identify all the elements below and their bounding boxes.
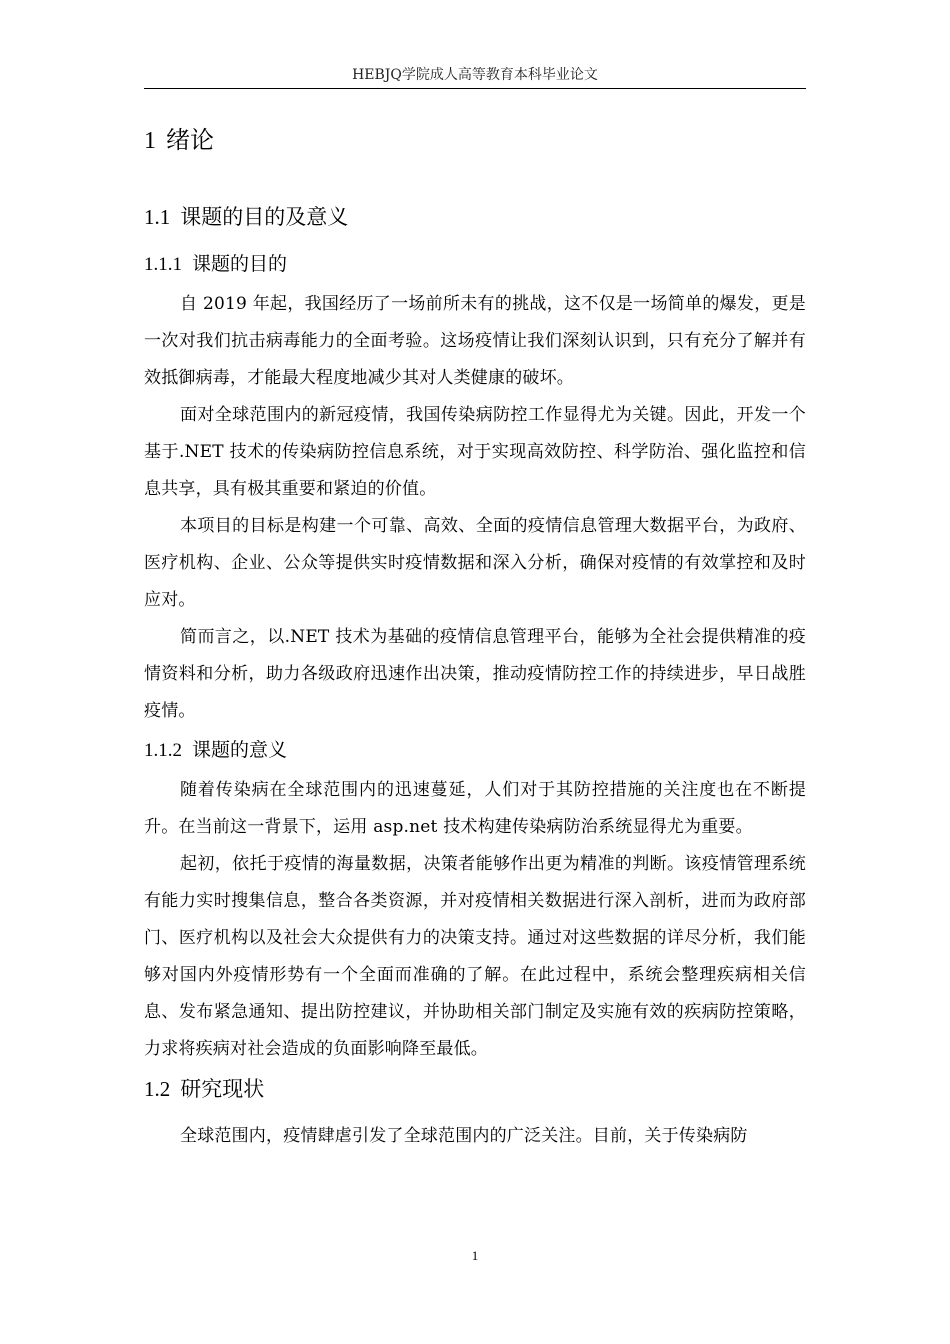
section-heading-1-1 — [144, 198, 806, 236]
paragraph: 全球范围内，疫情肆虐引发了全球范围内的广泛关注。目前，关于传染病防 — [180, 1126, 748, 1146]
paragraph: 本项目的目标是构建一个可靠、高效、全面的疫情信息管理大数据平台，为政府、医疗机构、企业、公众等提供实时疫情数据和深入分析，确保对疫情的有效掌控和及时应对。 — [144, 516, 806, 610]
section-number: 1.1 — [144, 205, 171, 229]
subsection-heading-1-1-2 — [144, 732, 806, 768]
running-header: HEBJQ学院成人高等教育本科毕业论文 — [352, 67, 598, 83]
subsection-number: 1.1.1 — [144, 254, 182, 275]
page-number: 1 — [471, 1248, 479, 1263]
section-title: 课题的目的及意义 — [180, 205, 349, 229]
paragraph: 面对全球范围内的新冠疫情，我国传染病防控工作显得尤为关键。因此，开发一个基于.NET 技术的传染病防控信息系统，对于实现高效防控、科学防治、强化监控和信息共享，具有极其重要和紧迫的价值。 — [144, 405, 806, 499]
subsection-number: 1.1.2 — [144, 740, 182, 761]
section-heading-1-2 — [144, 1070, 806, 1108]
subsection-title: 课题的意义 — [192, 739, 288, 761]
subsection-heading-1-1-1 — [144, 246, 806, 282]
paragraph: 随着传染病在全球范围内的迅速蔓延，人们对于其防控措施的关注度也在不断提升。在当前这一背景下，运用 asp.net 技术构建传染病防治系统显得尤为重要。 — [144, 780, 806, 837]
chapter-title: 绪论 — [166, 126, 214, 154]
header-rule — [144, 88, 806, 89]
section-title: 研究现状 — [180, 1077, 265, 1101]
page-content — [144, 118, 806, 1155]
paragraph: 简而言之，以.NET 技术为基础的疫情信息管理平台，能够为全社会提供精准的疫情资料和分析，助力各级政府迅速作出决策，推动疫情防控工作的持续进步，早日战胜疫情。 — [144, 627, 806, 721]
subsection-title: 课题的目的 — [192, 253, 288, 275]
paragraph: 自 2019 年起，我国经历了一场前所未有的挑战，这不仅是一场简单的爆发，更是一次对我们抗击病毒能力的全面考验。这场疫情让我们深刻认识到，只有充分了解并有效抵御病毒，才能最大程度地减少其对人类健康的破坏。 — [144, 294, 806, 388]
section-number: 1.2 — [144, 1077, 171, 1101]
paragraph: 起初，依托于疫情的海量数据，决策者能够作出更为精准的判断。该疫情管理系统有能力实时搜集信息，整合各类资源，并对疫情相关数据进行深入剖析，进而为政府部门、医疗机构以及社会大众提供有力的决策支持。通过对这些数据的详尽分析，我们能够对国内外疫情形势有一个全面而准确的了解。在此过程中，系统会整理疾病相关信息、发布紧急通知、提出防控建议，并协助相关部门制定及实施有效的疾病防控策略，力求将疾病对社会造成的负面影响降至最低。 — [144, 854, 806, 1059]
chapter-number: 1 — [144, 128, 156, 154]
chapter-heading — [144, 118, 806, 162]
